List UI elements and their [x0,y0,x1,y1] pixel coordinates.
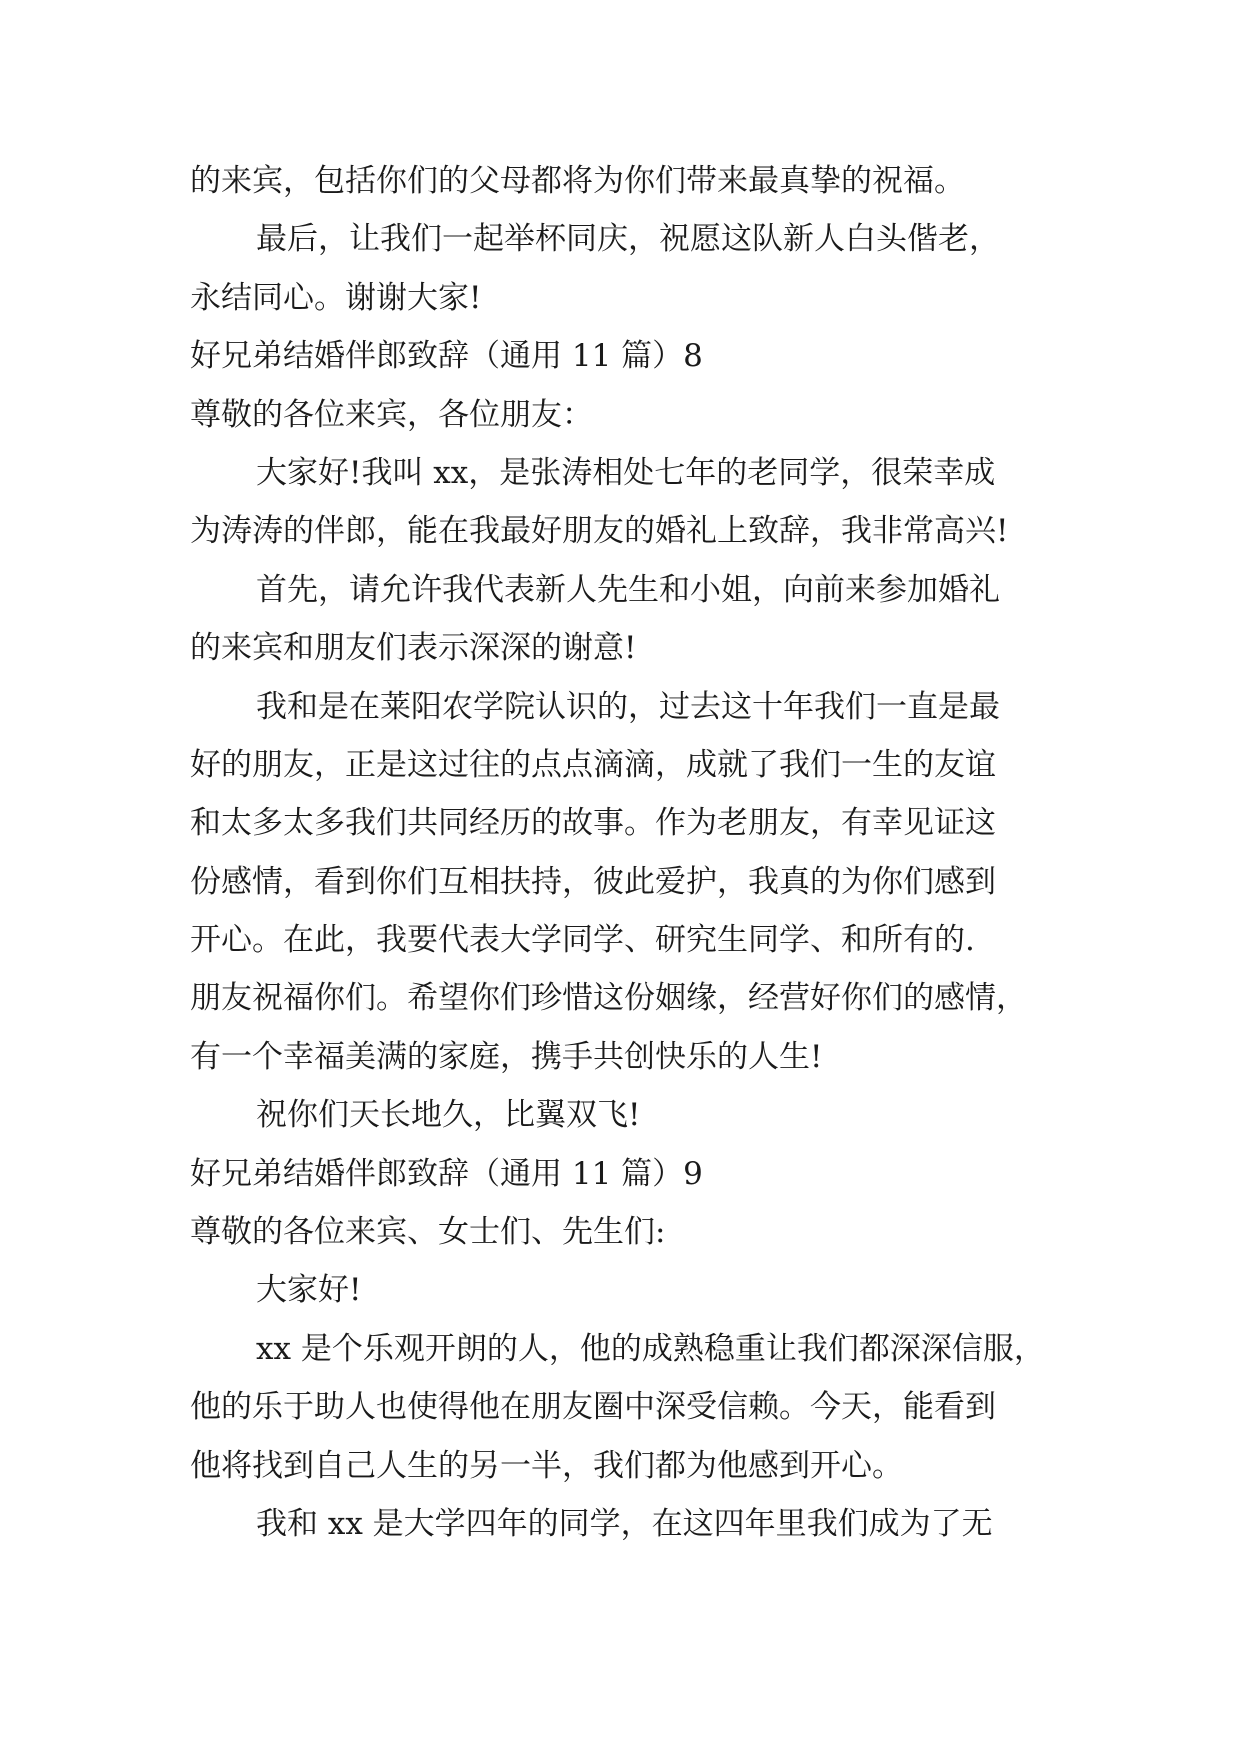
text-line: 和太多太多我们共同经历的故事。作为老朋友，有幸见证这 [190,805,996,842]
text-line: 我和 xx 是大学四年的同学，在这四年里我们成为了无 [256,1505,993,1542]
text-line: 永结同心。谢谢大家! [190,279,482,316]
salutation: 尊敬的各位来宾、女士们、先生们: [190,1214,666,1251]
text-line: 首先，请允许我代表新人先生和小姐，向前来参加婚礼 [256,571,1000,608]
text-line: 他的乐于助人也使得他在朋友圈中深受信赖。今天，能看到 [190,1389,996,1426]
text-line: 祝你们天长地久，比翼双飞! [256,1097,641,1134]
text-line: 的来宾，包括你们的父母都将为你们带来最真挚的祝福。 [190,163,965,199]
document-body [190,152,1080,1553]
text-line: 份感情，看到你们互相扶持，彼此爱护，我真的为你们感到 [190,863,996,900]
text-line: 大家好! [256,1272,362,1309]
text-line: 的来宾和朋友们表示深深的谢意! [190,630,637,667]
text-line: 开心。在此，我要代表大学同学、研究生同学、和所有的. [190,922,975,959]
section-heading: 好兄弟结婚伴郎致辞（通用 11 篇）8 [190,338,703,375]
text-line: 有一个幸福美满的家庭，携手共创快乐的人生! [190,1038,823,1075]
text-line: 朋友祝福你们。希望你们珍惜这份姻缘，经营好你们的感情， [190,980,1027,1017]
salutation: 尊敬的各位来宾，各位朋友： [190,396,593,433]
text-line: 好的朋友，正是这过往的点点滴滴，成就了我们一生的友谊 [190,746,996,783]
text-line: 最后，让我们一起举杯同庆，祝愿这队新人白头偕老， [256,221,1000,258]
section-heading: 好兄弟结婚伴郎致辞（通用 11 篇）9 [190,1155,703,1192]
text-line: 我和是在莱阳农学院认识的，过去这十年我们一直是最 [256,688,1000,725]
text-line: 他将找到自己人生的另一半，我们都为他感到开心。 [190,1447,903,1484]
text-line: 为涛涛的伴郎，能在我最好朋友的婚礼上致辞，我非常高兴! [190,513,1009,550]
text-line: xx 是个乐观开朗的人，他的成熟稳重让我们都深深信服， [256,1330,1045,1367]
text-line: 大家好!我叫 xx，是张涛相处七年的老同学，很荣幸成 [256,454,996,491]
